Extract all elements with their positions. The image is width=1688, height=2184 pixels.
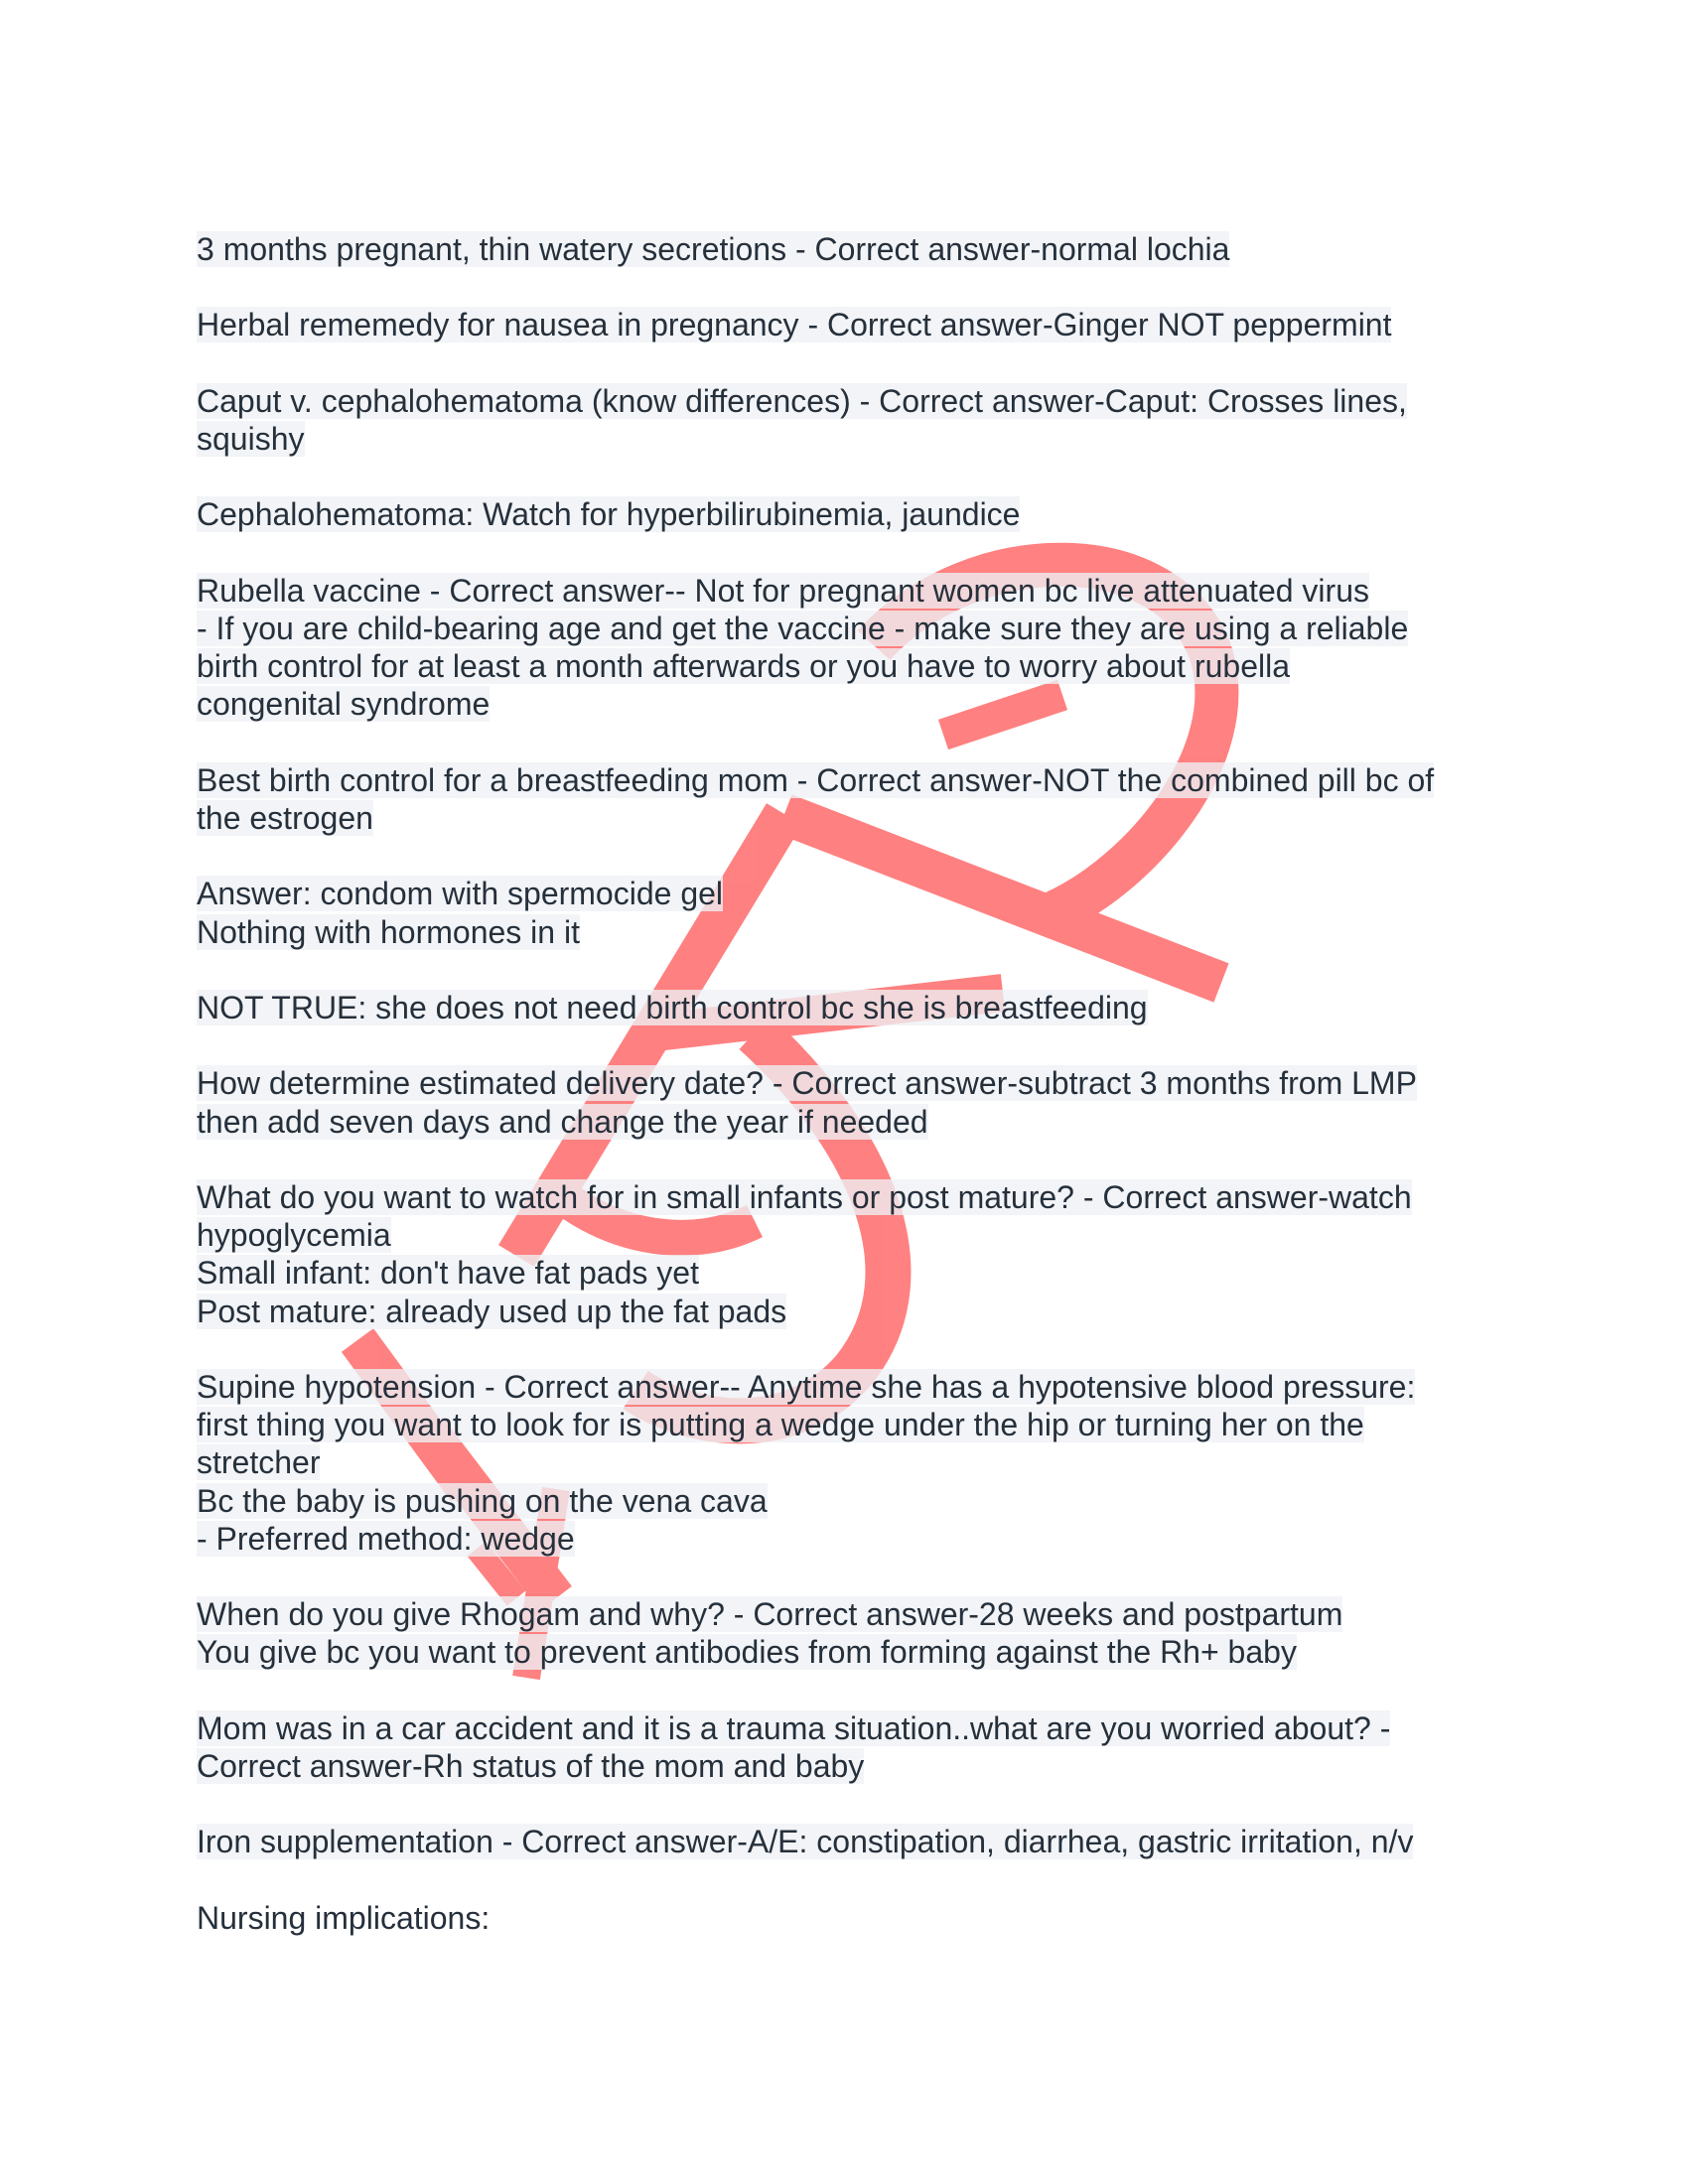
text-line: - Preferred method: wedge — [197, 1520, 575, 1557]
text-line: Answer: condom with spermocide gel — [197, 876, 724, 912]
text-line: Nursing implications: — [197, 1899, 491, 1936]
qa-block — [197, 495, 1507, 533]
qa-block — [197, 1899, 1507, 1937]
qa-block — [197, 230, 1507, 268]
qa-block — [197, 1178, 1507, 1330]
qa-block — [197, 989, 1507, 1026]
text-line: What do you want to watch for in small infants or post mature? - Correct answer-watch — [197, 1178, 1412, 1215]
text-line: Herbal rememedy for nausea in pregnancy - Correct answer-Ginger NOT peppermint — [197, 307, 1392, 343]
qa-block — [197, 382, 1507, 458]
text-line: NOT TRUE: she does not need birth control bc she is breastfeeding — [197, 989, 1148, 1025]
text-line: then add seven days and change the year if needed — [197, 1103, 928, 1140]
text-line: How determine estimated delivery date? - Correct answer-subtract 3 months from LMP — [197, 1065, 1417, 1102]
text-line: stretcher — [197, 1444, 321, 1481]
qa-block — [197, 572, 1507, 724]
text-line: first thing you want to look for is putting a wedge under the hip or turning her on the — [197, 1407, 1364, 1443]
text-line: birth control for at least a month afterwards or you have to worry about rubella — [197, 648, 1290, 685]
text-line: Post mature: already used up the fat pads — [197, 1293, 787, 1329]
text-line: You give bc you want to prevent antibodies from forming against the Rh+ baby — [197, 1634, 1297, 1671]
text-line: When do you give Rhogam and why? - Correct answer-28 weeks and postpartum — [197, 1596, 1343, 1633]
document-body — [197, 230, 1507, 1975]
text-line: - If you are child-bearing age and get the vaccine - make sure they are using a reliable — [197, 610, 1409, 646]
qa-block — [197, 1064, 1507, 1140]
qa-block — [197, 1823, 1507, 1860]
qa-block — [197, 306, 1507, 343]
text-line: Cephalohematoma: Watch for hyperbilirubinemia, jaundice — [197, 496, 1021, 533]
qa-block — [197, 1709, 1507, 1785]
text-line: congenital syndrome — [197, 686, 491, 723]
text-line: Nothing with hormones in it — [197, 913, 580, 950]
qa-block — [197, 761, 1507, 837]
text-line: Small infant: don't have fat pads yet — [197, 1255, 699, 1292]
text-line: Bc the baby is pushing on the vena cava — [197, 1482, 768, 1519]
text-line: Caput v. cephalohematoma (know differences) - Correct answer-Caput: Crosses lines, — [197, 382, 1407, 419]
text-line: Iron supplementation - Correct answer-A/E: constipation, diarrhea, gastric irritation, n/v — [197, 1824, 1414, 1860]
text-line: Supine hypotension - Correct answer-- Anytime she has a hypotensive blood pressure: — [197, 1368, 1416, 1405]
text-line: Mom was in a car accident and it is a trauma situation..what are you worried about? - — [197, 1709, 1391, 1746]
text-line: hypoglycemia — [197, 1217, 391, 1254]
text-line: Rubella vaccine - Correct answer-- Not for pregnant women bc live attenuated virus — [197, 572, 1369, 609]
text-line: the estrogen — [197, 799, 373, 836]
qa-block — [197, 1595, 1507, 1671]
text-line: 3 months pregnant, thin watery secretions - Correct answer-normal lochia — [197, 231, 1230, 267]
qa-block — [197, 875, 1507, 950]
text-line: Correct answer-Rh status of the mom and baby — [197, 1747, 865, 1784]
text-line: squishy — [197, 420, 305, 457]
text-line: Best birth control for a breastfeeding mom - Correct answer-NOT the combined pill bc of — [197, 761, 1435, 798]
qa-block — [197, 1368, 1507, 1558]
